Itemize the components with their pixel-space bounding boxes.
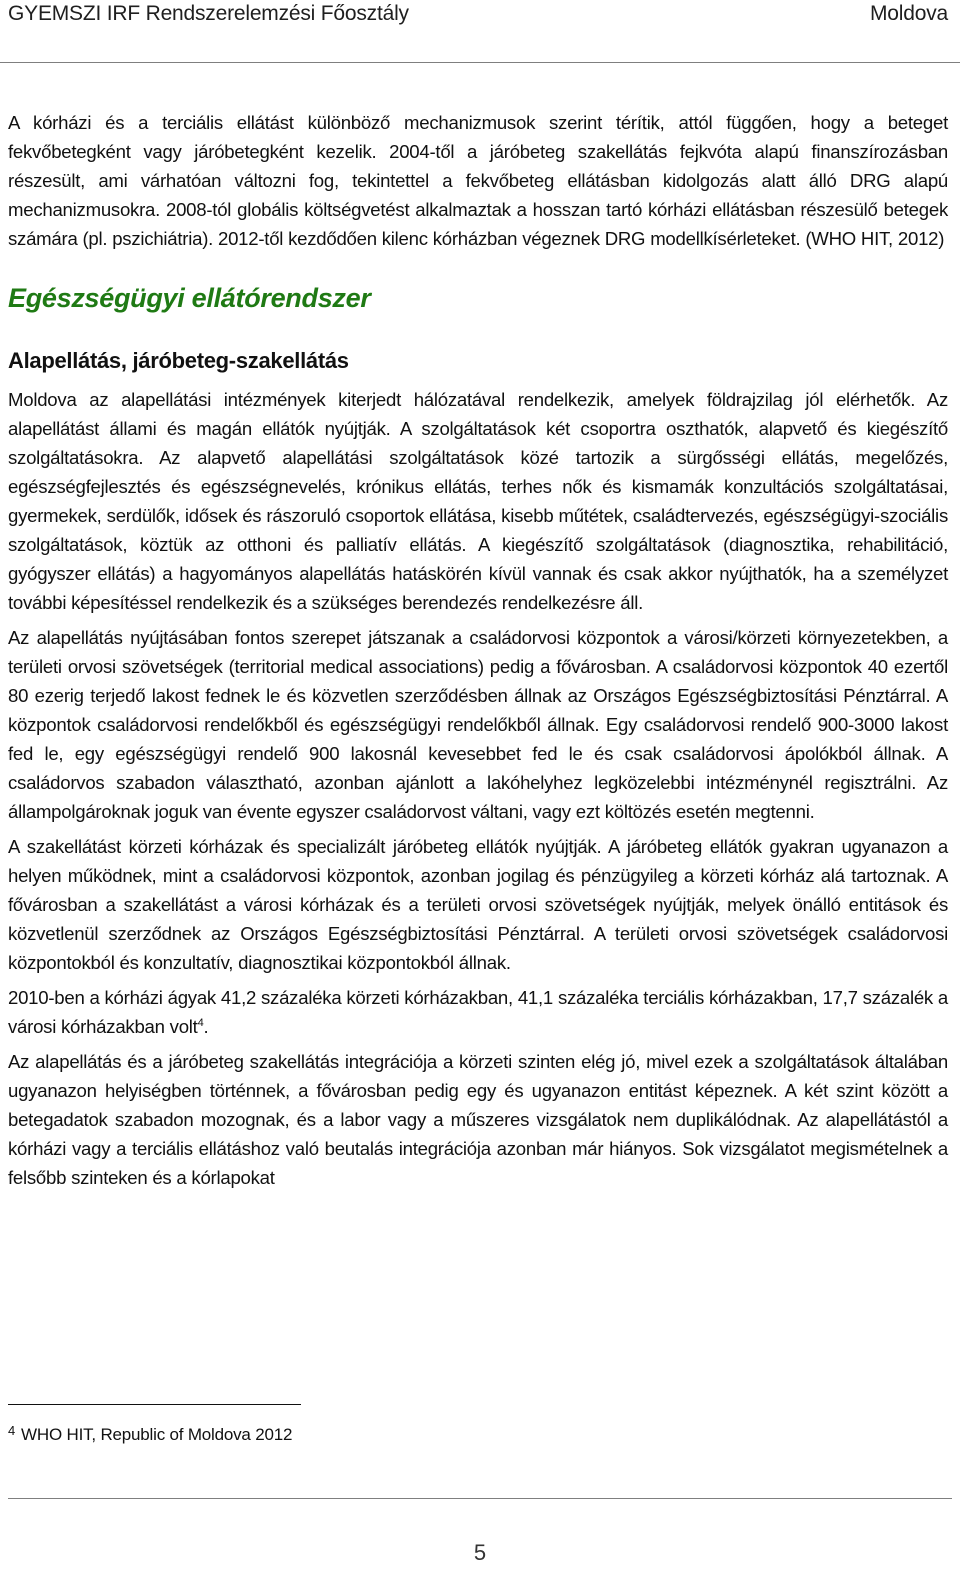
body-paragraph-services: Moldova az alapellátási intézmények kiterjedt hálózatával rendelkezik, amelyek földrajzilag jól elérhetők. Az alapellátást állami és magán ellátók nyújtják. A szolgáltatások két csoportra oszthatók, alapvető és kiegészítő szolgáltatásokra. Az alapvető alapellátási szolgáltatások közé tartozik a sürgősségi ellátás, megelőzés, egészségfejlesztés és egészségnevelés, krónikus ellátás, terhes nők és kismamák konzultációs szolgáltatásai, gyermekek, serdülők, idősek és rászoruló csoportok ellátása, kisebb műtétek, családtervezés, egészségügyi-szociális szolgáltatások, köztük az otthoni és palliatív ellátás. A kiegészítő szolgáltatások (diagnosztika, rehabilitáció, gyógyszer ellátás) a hagyományos alapellátás hatáskörén kívül vannak és csak akkor nyújthatók, ha a személyzet további képesítéssel rendelkezik és a szükséges berendezés rendelkezésre áll. — [8, 389, 948, 613]
body-paragraph-family-centers: Az alapellátás nyújtásában fontos szerepet játszanak a családorvosi központok a városi/körzeti környezetekben, a területi orvosi szövetségek (territorial medical associations) pedig a fővárosban. A családorvosi központok 40 ezertől 80 ezerig terjedő lakost fednek le és közvetlen szerződésben állnak az Országos Egészségbiztosítási Pénztárral. A központok családorvosi rendelőkből és egészségügyi rendelőkből állnak. Egy családorvosi rendelő 900-3000 lakost fed le, egy egészségügyi rendelő 900 lakosnál kevesebbet fed le és csak családorvosi ápolókból állnak. A családorvos szabadon választható, azonban ajánlott a lakóhelyhez legközelebbi intézménynél regisztrálni. Az állampolgároknak joguk van évente egyszer családorvost váltani, vagy ezt költözés esetén megtenni. — [8, 627, 948, 822]
body-paragraph-hospital-beds — [8, 983, 948, 1041]
footnote-number: 4 — [8, 1423, 16, 1438]
intro-paragraph: A kórházi és a terciális ellátást különböző mechanizmusok szerint térítik, attól függően, hogy a beteget fekvőbetegként vagy járóbetegként kezelik. 2004-től a járóbeteg szakellátás fejkvóta alapú finanszírozásban részesült, ami várhatóan változni fog, tekintettel a fekvőbeteg ellátásban kidolgozás alatt álló DRG alapú mechanizmusokra. 2008-tól globális költségvetést alkalmaztak a hosszan tartó kórházi ellátásban részesülő betegek számára (pl. pszichiátria). 2012-től kezdődően kilenc kórházban végeznek DRG modellkísérleteket. (WHO HIT, 2012) — [8, 112, 948, 249]
footnote-text: WHO HIT, Republic of Moldova 2012 — [21, 1425, 293, 1444]
footnote-reference[interactable]: 4 — [197, 1016, 204, 1029]
footnote-separator — [8, 1404, 301, 1405]
header-organization: GYEMSZI IRF Rendszerelemzési Főosztály — [8, 2, 409, 25]
page-content — [8, 108, 948, 1192]
footnote — [8, 1423, 292, 1445]
page-number: 5 — [473, 1540, 487, 1565]
hospital-beds-text: 2010-ben a kórházi ágyak 41,2 százaléka körzeti kórházakban, 41,1 százaléka terciális kórházakban, 17,7 százalék a városi kórházakban volt — [8, 987, 948, 1037]
body-paragraph-integration: Az alapellátás és a járóbeteg szakellátás integrációja a körzeti szinten elég jó, mivel ezek a szolgáltatások általában ugyanazon helyiségben történnek, a fővárosban pedig egy és ugyanazon entitást képeznek. A két szint között a betegadatok szabadon mozognak, és a labor vagy a műszeres vizsgálatok nem duplikálódnak. Az alapellátástól a kórházi vagy a terciális ellátáshoz való beutalás integrációja azonban már hiányos. Sok vizsgálatot megismételnek a felsőbb szinteken és a kórlapokat — [8, 1051, 948, 1188]
hospital-beds-text-end: . — [203, 1016, 209, 1037]
footer-separator — [8, 1498, 952, 1499]
subsection-title: Alapellátás, járóbeteg-szakellátás — [8, 348, 349, 373]
section-title: Egészségügyi ellátórendszer — [8, 283, 371, 313]
body-paragraph-specialist-care: A szakellátást körzeti kórházak és specializált járóbeteg ellátók nyújtják. A járóbeteg ellátók gyakran ugyanazon a helyen működnek, mint a családorvosi központok, azonban jogilag és pénzügyileg a körzeti kórház alá tartoznak. A fővárosban a szakellátást a városi kórházak és a területi orvosi szövetségek nyújtják, melyek önálló entitások és közvetlenül szerződnek az Országos Egészségbiztosítási Pénztárral. A területi orvosi szövetségek családorvosi központokból és konzultatív, diagnosztikai központokból állnak. — [8, 836, 948, 973]
page-header — [0, 0, 960, 63]
header-country: Moldova — [870, 2, 948, 25]
